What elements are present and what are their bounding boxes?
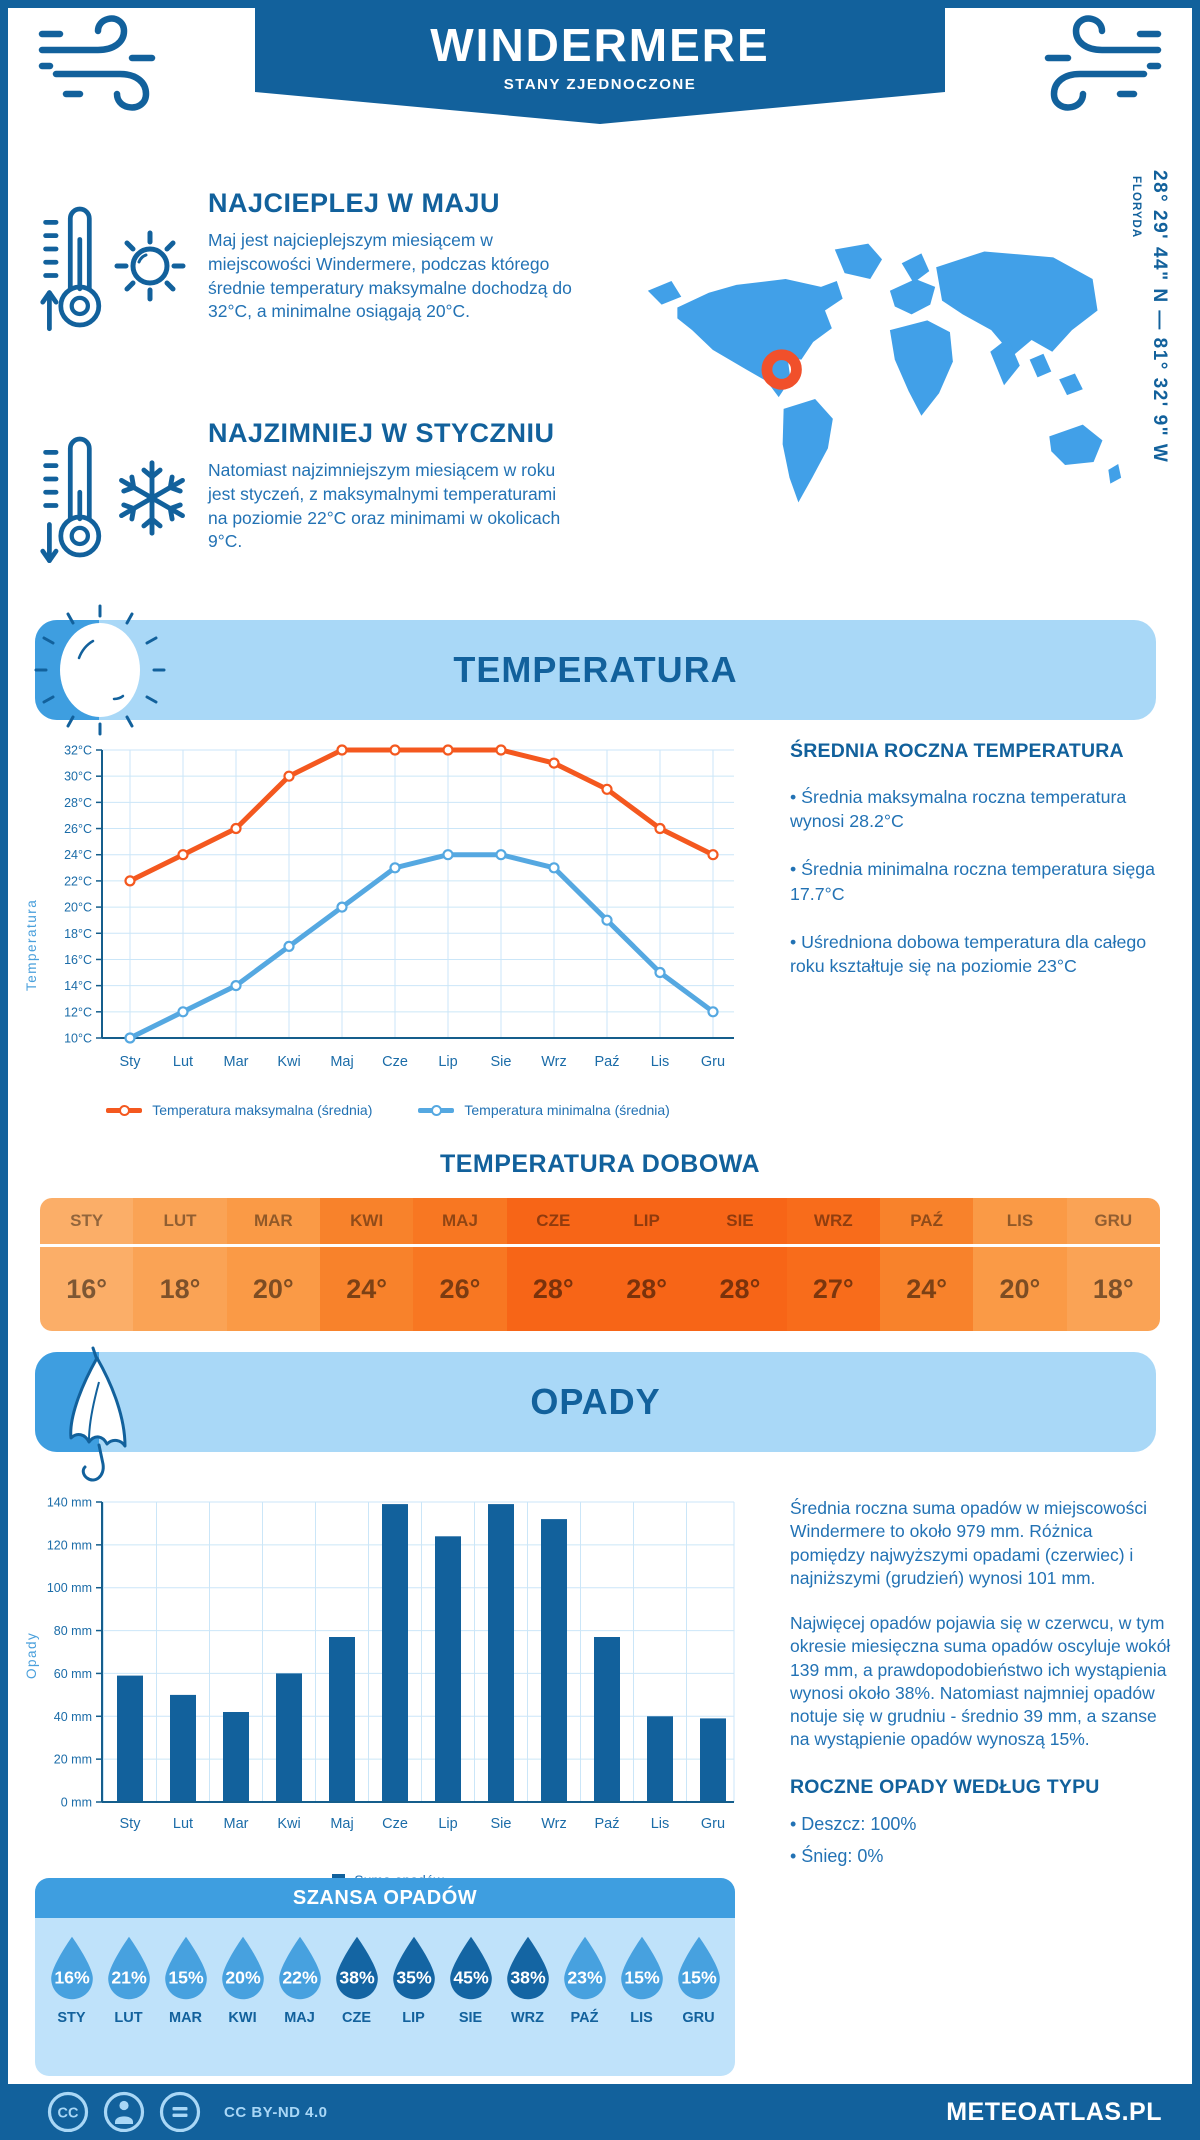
temp-chart-legend — [38, 1102, 738, 1118]
precipitation-summary — [790, 1497, 1172, 1877]
daily-table-month: LUT — [133, 1198, 226, 1247]
svg-text:140 mm: 140 mm — [46, 1495, 92, 1510]
chance-drop-cell — [157, 1933, 214, 2026]
svg-text:16°C: 16°C — [64, 952, 92, 967]
daily-table-column — [133, 1198, 226, 1331]
svg-text:Lut: Lut — [172, 1816, 194, 1832]
raindrop-icon — [502, 1933, 554, 2003]
svg-text:21%: 21% — [110, 1967, 147, 1988]
svg-text:CC: CC — [57, 2105, 79, 2122]
chance-drop-month: MAJ — [284, 2010, 315, 2026]
raindrop-icon — [673, 1933, 725, 2003]
daily-table-value: 24° — [906, 1274, 948, 1304]
daily-table-value: 28° — [719, 1274, 761, 1304]
precip-type-bullet: • Śnieg: 0% — [790, 1845, 884, 1866]
daily-table-value: 24° — [346, 1274, 388, 1304]
daily-temperature-table — [40, 1198, 1160, 1331]
daily-table-column — [413, 1198, 506, 1331]
chance-drop-month: KWI — [228, 2010, 257, 2026]
annual-temperature-heading: ŚREDNIA ROCZNA TEMPERATURA — [790, 740, 1124, 762]
chance-drop-month: WRZ — [510, 2010, 544, 2026]
legend-item: Temperatura minimalna (średnia) — [418, 1102, 669, 1118]
chance-drop-cell — [499, 1933, 556, 2026]
chance-drop-cell — [43, 1933, 100, 2026]
annual-temperature-bullet: • Uśredniona dobowa temperatura dla całego roku kształtuje się na poziomie 23°C — [790, 931, 1147, 977]
warmest-month-block — [38, 188, 603, 324]
svg-text:Gru: Gru — [700, 1054, 726, 1070]
precipitation-banner — [35, 1352, 1156, 1452]
world-map — [638, 212, 1130, 530]
chance-drop-cell — [271, 1933, 328, 2026]
temperature-chart — [38, 736, 738, 1081]
daily-table-month: LIP — [600, 1198, 693, 1247]
daily-table-month: SIE — [693, 1198, 786, 1247]
precip-chart-y-label: Opady — [24, 1631, 39, 1679]
daily-table-value: 18° — [1092, 1274, 1134, 1304]
svg-text:26°C: 26°C — [64, 822, 92, 837]
svg-text:20°C: 20°C — [64, 900, 92, 915]
daily-table-value: 27° — [812, 1274, 854, 1304]
svg-text:Lis: Lis — [650, 1054, 670, 1070]
chance-drop-month: LIS — [630, 2010, 653, 2026]
raindrop-icon — [331, 1933, 383, 2003]
daily-table-value: 16° — [66, 1274, 108, 1304]
wind-icon — [36, 14, 186, 114]
daily-table-value: 18° — [159, 1274, 201, 1304]
svg-text:22°C: 22°C — [64, 874, 92, 889]
warmest-month-text: Maj jest najcieplejszym miesiącem w miejscowości Windermere, podczas którego średnie temperatury maksymalne dochodzą do 32°C, a minimalne osiągają 20°C. — [208, 230, 572, 322]
svg-text:23%: 23% — [566, 1967, 603, 1988]
svg-text:15%: 15% — [680, 1967, 717, 1988]
raindrop-icon — [388, 1933, 440, 2003]
coldest-month-block — [38, 418, 603, 554]
chance-drop-cell — [328, 1933, 385, 2026]
chance-drop-cell — [613, 1933, 670, 2026]
chance-drop-cell — [670, 1933, 727, 2026]
precip-type-bullet: • Deszcz: 100% — [790, 1813, 917, 1834]
page-title: WINDERMERE — [430, 19, 770, 71]
annual-temperature-bullet: • Średnia minimalna roczna temperatura sięga 17.7°C — [790, 859, 1155, 904]
cc-icon — [46, 2090, 90, 2134]
svg-text:Sie: Sie — [490, 1816, 512, 1832]
chance-drop-cell — [385, 1933, 442, 2026]
license-icons — [46, 2090, 328, 2134]
chance-drop-month: CZE — [342, 2010, 371, 2026]
svg-text:Gru: Gru — [700, 1816, 726, 1832]
chance-drop-month: STY — [57, 2010, 86, 2026]
svg-text:22%: 22% — [281, 1967, 318, 1988]
daily-table-column — [40, 1198, 133, 1331]
daily-table-column — [600, 1198, 693, 1331]
cc-person-icon — [102, 2090, 146, 2134]
daily-table-column — [507, 1198, 600, 1331]
daily-table-month: CZE — [507, 1198, 600, 1247]
chance-drop-cell — [214, 1933, 271, 2026]
svg-text:15%: 15% — [623, 1967, 660, 1988]
svg-text:Sty: Sty — [119, 1816, 141, 1832]
svg-text:120 mm: 120 mm — [46, 1538, 92, 1553]
daily-table-month: KWI — [320, 1198, 413, 1247]
thermometer-down-icon — [38, 424, 114, 570]
svg-text:Lip: Lip — [438, 1054, 458, 1070]
temperature-banner-title: TEMPERATURA — [453, 649, 738, 690]
precipitation-chart — [38, 1488, 738, 1838]
daily-table-column — [1067, 1198, 1160, 1331]
daily-table-month: WRZ — [787, 1198, 880, 1247]
precip-paragraph: Najwięcej opadów pojawia się w czerwcu, w tym okresie miesięczna suma opadów oscyluje wokół 139 mm, a prawdopodobieństwo ich wystąpienia wynosi około 38%. Natomiast najmniej opadów notuje się w grudniu - średnio 39 mm, a szanse na wystąpienie opadów wynoszą 15%. — [790, 1613, 1171, 1750]
raindrop-icon — [46, 1933, 98, 2003]
svg-text:Paź: Paź — [594, 1816, 620, 1832]
annual-temperature-summary — [790, 740, 1172, 1002]
chance-drop-month: SIE — [458, 2010, 483, 2026]
chance-of-precipitation-panel — [35, 1918, 735, 2076]
daily-table-column — [880, 1198, 973, 1331]
svg-text:24°C: 24°C — [64, 848, 92, 863]
svg-text:12°C: 12°C — [64, 1005, 92, 1020]
header-banner — [255, 8, 945, 92]
legend-item: Temperatura maksymalna (średnia) — [106, 1102, 372, 1118]
daily-table-column — [227, 1198, 320, 1331]
svg-text:20%: 20% — [224, 1967, 261, 1988]
raindrop-icon — [217, 1933, 269, 2003]
svg-text:Kwi: Kwi — [277, 1816, 301, 1832]
svg-text:0 mm: 0 mm — [60, 1795, 92, 1810]
daily-table-value: 28° — [626, 1274, 668, 1304]
svg-text:18°C: 18°C — [64, 926, 92, 941]
svg-text:60 mm: 60 mm — [53, 1666, 92, 1681]
chance-drop-month: GRU — [682, 2010, 715, 2026]
footer — [0, 2084, 1200, 2140]
svg-text:Cze: Cze — [382, 1816, 408, 1832]
temp-chart-y-label: Temperatura — [24, 898, 39, 992]
svg-text:35%: 35% — [395, 1967, 432, 1988]
chance-drop-month: LIP — [402, 2010, 425, 2026]
svg-text:45%: 45% — [452, 1967, 489, 1988]
svg-text:Wrz: Wrz — [541, 1816, 567, 1832]
svg-text:Wrz: Wrz — [541, 1054, 567, 1070]
svg-text:Sty: Sty — [119, 1054, 141, 1070]
chance-drop-cell — [100, 1933, 157, 2026]
svg-text:28°C: 28°C — [64, 795, 92, 810]
thermometer-up-icon — [38, 194, 114, 340]
svg-text:Lip: Lip — [438, 1816, 458, 1832]
chance-of-precipitation-header: SZANSA OPADÓW — [35, 1878, 735, 1918]
precipitation-banner-title: OPADY — [530, 1381, 661, 1422]
daily-table-month: MAJ — [413, 1198, 506, 1247]
site-label: METEOATLAS.PL — [946, 2097, 1162, 2126]
svg-text:40 mm: 40 mm — [53, 1709, 92, 1724]
raindrop-icon — [616, 1933, 668, 2003]
annual-temperature-bullet: • Średnia maksymalna roczna temperatura wynosi 28.2°C — [790, 787, 1127, 832]
raindrop-icon — [103, 1933, 155, 2003]
daily-table-column — [693, 1198, 786, 1331]
svg-text:32°C: 32°C — [64, 743, 92, 758]
svg-text:20 mm: 20 mm — [53, 1752, 92, 1767]
daily-table-value: 20° — [252, 1274, 294, 1304]
chance-drop-month: PAŹ — [570, 2010, 599, 2026]
svg-text:Mar: Mar — [223, 1816, 249, 1832]
daily-table-month: MAR — [227, 1198, 320, 1247]
warmest-month-title: NAJCIEPLEJ W MAJU — [208, 188, 501, 218]
region-label: FLORYDA — [1130, 176, 1142, 239]
license-label: CC BY-ND 4.0 — [224, 2103, 328, 2121]
svg-text:16%: 16% — [53, 1967, 90, 1988]
svg-text:Mar: Mar — [223, 1054, 249, 1070]
svg-text:Cze: Cze — [382, 1054, 408, 1070]
coordinates-label: 28° 29' 44" N — 81° 32' 9" W — [1149, 170, 1170, 464]
svg-text:100 mm: 100 mm — [46, 1581, 92, 1596]
precip-type-heading: ROCZNE OPADY WEDŁUG TYPU — [790, 1775, 1100, 1798]
chance-drop-month: MAR — [168, 2010, 203, 2026]
daily-temperature-heading: TEMPERATURA DOBOWA — [439, 1150, 761, 1178]
daily-table-month: LIS — [973, 1198, 1066, 1247]
svg-text:Maj: Maj — [330, 1054, 354, 1070]
svg-text:Lut: Lut — [172, 1054, 194, 1070]
svg-text:14°C: 14°C — [64, 979, 92, 994]
daily-table-month: PAŹ — [880, 1198, 973, 1247]
svg-text:38%: 38% — [509, 1967, 546, 1988]
raindrop-icon — [160, 1933, 212, 2003]
cc-nd-icon — [158, 2090, 202, 2134]
raindrop-icon — [559, 1933, 611, 2003]
daily-table-month: STY — [40, 1198, 133, 1247]
svg-text:Paź: Paź — [594, 1054, 620, 1070]
daily-table-value: 26° — [439, 1274, 481, 1304]
daily-table-column — [973, 1198, 1066, 1331]
chance-drop-cell — [442, 1933, 499, 2026]
daily-table-column — [320, 1198, 413, 1331]
chance-drop-month: LUT — [114, 2010, 143, 2026]
wind-icon — [1014, 14, 1164, 114]
svg-text:Sie: Sie — [490, 1054, 512, 1070]
daily-table-value: 28° — [532, 1274, 574, 1304]
chance-drop-cell — [556, 1933, 613, 2026]
raindrop-icon — [274, 1933, 326, 2003]
daily-table-column — [787, 1198, 880, 1331]
raindrop-icon — [445, 1933, 497, 2003]
coldest-month-text: Natomiast najzimniejszym miesiącem w roku jest styczeń, z maksymalnymi temperaturami na poziomie 22°C oraz minimami w okolicach 9°C. — [208, 460, 561, 552]
svg-text:10°C: 10°C — [64, 1031, 92, 1046]
sun-icon — [108, 224, 192, 308]
coldest-month-title: NAJZIMNIEJ W STYCZNIU — [208, 418, 555, 448]
svg-text:38%: 38% — [338, 1967, 375, 1988]
svg-text:30°C: 30°C — [64, 769, 92, 784]
svg-text:Lis: Lis — [650, 1816, 670, 1832]
svg-text:15%: 15% — [167, 1967, 204, 1988]
page-subtitle: STANY ZJEDNOCZONE — [503, 76, 697, 93]
svg-text:Maj: Maj — [330, 1816, 354, 1832]
snowflake-icon — [108, 454, 196, 542]
daily-table-value: 20° — [999, 1274, 1041, 1304]
svg-text:Kwi: Kwi — [277, 1054, 301, 1070]
daily-table-month: GRU — [1067, 1198, 1160, 1247]
temperature-banner — [35, 620, 1156, 720]
svg-text:80 mm: 80 mm — [53, 1624, 92, 1639]
precip-paragraph: Średnia roczna suma opadów w miejscowości Windermere to około 979 mm. Różnica pomiędzy najwyższymi opadami (czerwiec) i najniższymi (grudzień) wynosi 101 mm. — [790, 1498, 1147, 1588]
